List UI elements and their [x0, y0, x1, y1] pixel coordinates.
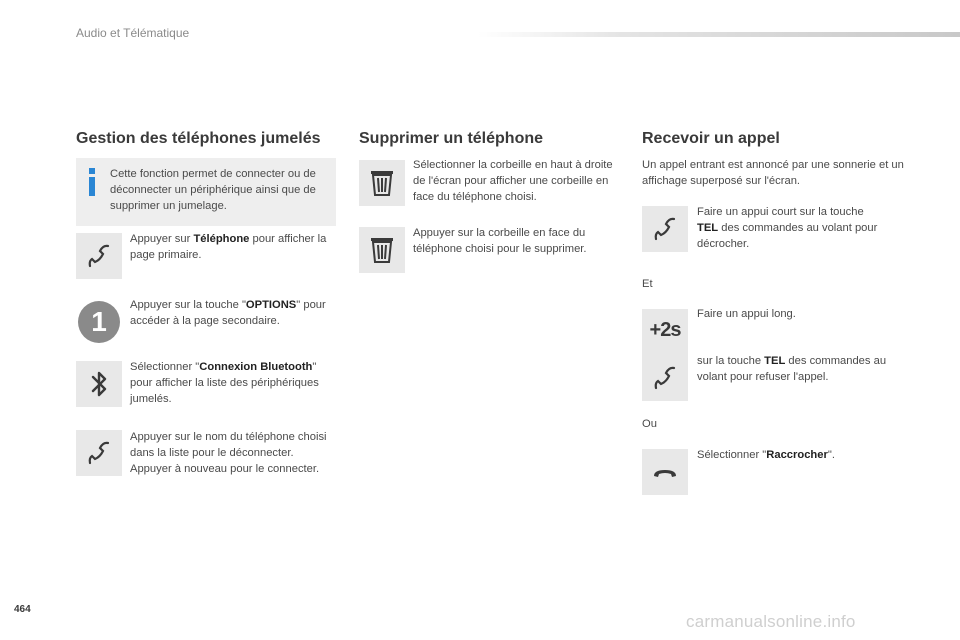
section-title-delete-phone: Supprimer un téléphone [359, 130, 544, 147]
step-disconnect-text: Appuyer sur le nom du téléphone choisi dans la liste pour le déconnecter. [130, 431, 327, 459]
hang-up-icon [642, 449, 688, 495]
phone-icon [76, 233, 122, 279]
page-number: 464 [14, 604, 31, 615]
trash-icon [359, 227, 405, 273]
step-press-trash: Appuyer sur la corbeille en face du téléphone choisi pour le supprimer. [413, 227, 587, 255]
receive-call-intro: Un appel entrant est annoncé par une sonnerie et un affichage superposé sur l'écran. [642, 159, 904, 187]
two-seconds-label: +2s [649, 319, 681, 341]
step-short-press-tel: Faire un appui court sur la touche TEL des commandes au volant pour décrocher. [697, 206, 878, 250]
section-title-paired-phones: Gestion des téléphones jumelés [76, 130, 321, 147]
step-press-phone-name [130, 429, 330, 477]
phone-icon [76, 430, 122, 476]
watermark: carmanualsonline.info [686, 612, 856, 631]
phone-icon [642, 206, 688, 252]
section-header: Audio et Télématique [76, 26, 190, 40]
section-title-receive-call: Recevoir un appel [642, 130, 780, 147]
conjunction-et: Et [642, 278, 653, 290]
info-box [76, 158, 336, 226]
number-one-badge-icon [76, 299, 122, 345]
phone-icon [642, 355, 688, 401]
step-select-bluetooth: Sélectionner "Connexion Bluetooth" pour afficher la liste des périphériques jumelés. [130, 361, 319, 405]
step-press-options: Appuyer sur la touche "OPTIONS" pour accéder à la page secondaire. [130, 299, 326, 327]
info-text: Cette fonction permet de connecter ou de déconnecter un périphérique ainsi que de supprimer un jumelage. [110, 168, 316, 212]
step-press-telephone: Appuyer sur Téléphone pour afficher la page primaire. [130, 233, 327, 261]
trash-icon [359, 160, 405, 206]
step-select-hang-up: Sélectionner "Raccrocher". [697, 449, 835, 461]
info-icon [87, 168, 97, 196]
conjunction-ou: Ou [642, 418, 657, 430]
step-reconnect-text: Appuyer à nouveau pour le connecter. [130, 463, 320, 475]
two-seconds-icon [642, 309, 688, 355]
header-gradient-bar [478, 32, 960, 37]
bluetooth-icon [76, 361, 122, 407]
step-select-trash: Sélectionner la corbeille en haut à droite de l'écran pour afficher une corbeille en face du téléphone choisi. [413, 159, 613, 203]
step-long-press: Faire un appui long. [697, 308, 796, 320]
badge-number: 1 [91, 306, 107, 337]
step-refuse-call: sur la touche TEL des commandes au volant pour refuser l'appel. [697, 355, 887, 383]
